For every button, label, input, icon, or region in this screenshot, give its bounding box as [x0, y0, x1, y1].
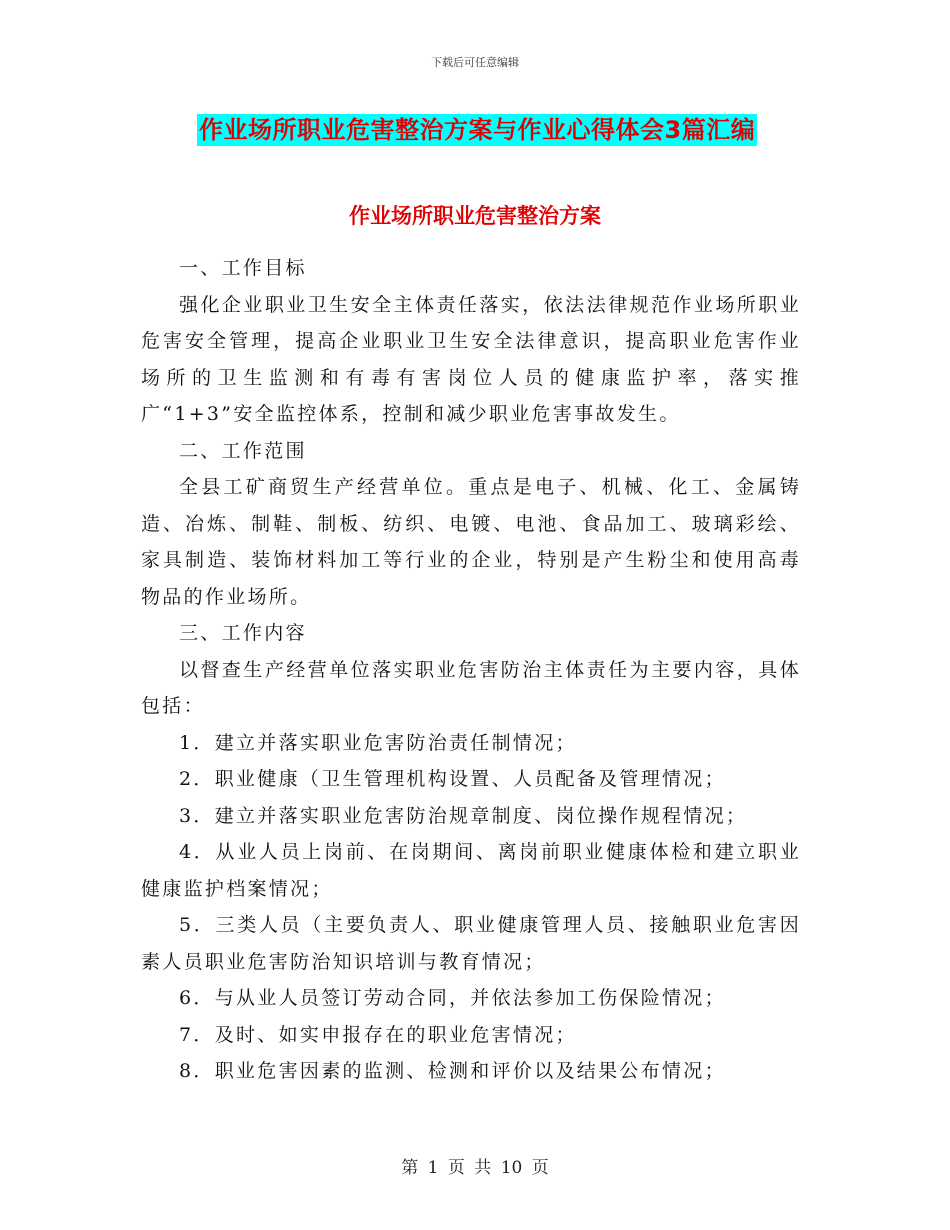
- list-item-7: 7．及时、如实申报存在的职业危害情况；: [179, 1023, 577, 1046]
- heading-goal: 一、工作目标: [179, 257, 307, 279]
- heading-scope: 二、工作范围: [179, 439, 307, 462]
- document-title: 作业场所职业危害整治方案与作业心得体会3篇汇编: [199, 116, 756, 144]
- page-footer: 第 1 页 共 10 页: [401, 1158, 549, 1178]
- header-note: 下载后可任意编辑: [431, 56, 519, 69]
- paragraph-content-intro: 以督查生产经营单位落实职业危害防治主体责任为主要内容，具体包括：: [141, 658, 801, 717]
- list-item-4: 4．从业人员上岗前、在岗期间、离岗前职业健康体检和建立职业健康监护档案情况；: [141, 841, 801, 900]
- document-body: [141, 250, 801, 1090]
- list-item-3: 3．建立并落实职业危害防治规章制度、岗位操作规程情况；: [179, 804, 748, 827]
- section-title: 作业场所职业危害整治方案: [349, 204, 601, 228]
- heading-content: 三、工作内容: [179, 622, 307, 644]
- list-item-5: 5．三类人员（主要负责人、职业健康管理人员、接触职业危害因素人员职业危害防治知识培训与教育情况；: [141, 914, 801, 973]
- list-item-1: 1．建立并落实职业危害防治责任制情况；: [179, 731, 577, 754]
- list-item-2: 2．职业健康（卫生管理机构设置、人员配备及管理情况；: [179, 768, 726, 790]
- paragraph-goal: 强化企业职业卫生安全主体责任落实，依法法律规范作业场所职业危害安全管理，提高企业职业卫生安全法律意识，提高职业危害作业场所的卫生监测和有毒有害岗位人员的健康监护率，落实推广“1+3”安全监控体系，控制和减少职业危害事故发生。: [141, 293, 801, 425]
- list-item-8: 8．职业危害因素的监测、检测和评价以及结果公布情况；: [179, 1060, 726, 1082]
- list-item-6: 6．与从业人员签订劳动合同，并依法参加工伤保险情况；: [179, 987, 726, 1009]
- paragraph-scope: 全县工矿商贸生产经营单位。重点是电子、机械、化工、金属铸造、冶炼、制鞋、制板、纺织、电镀、电池、食品加工、玻璃彩绘、家具制造、装饰材料加工等行业的企业，特别是产生粉尘和使用高毒物品的作业场所。: [141, 476, 801, 608]
